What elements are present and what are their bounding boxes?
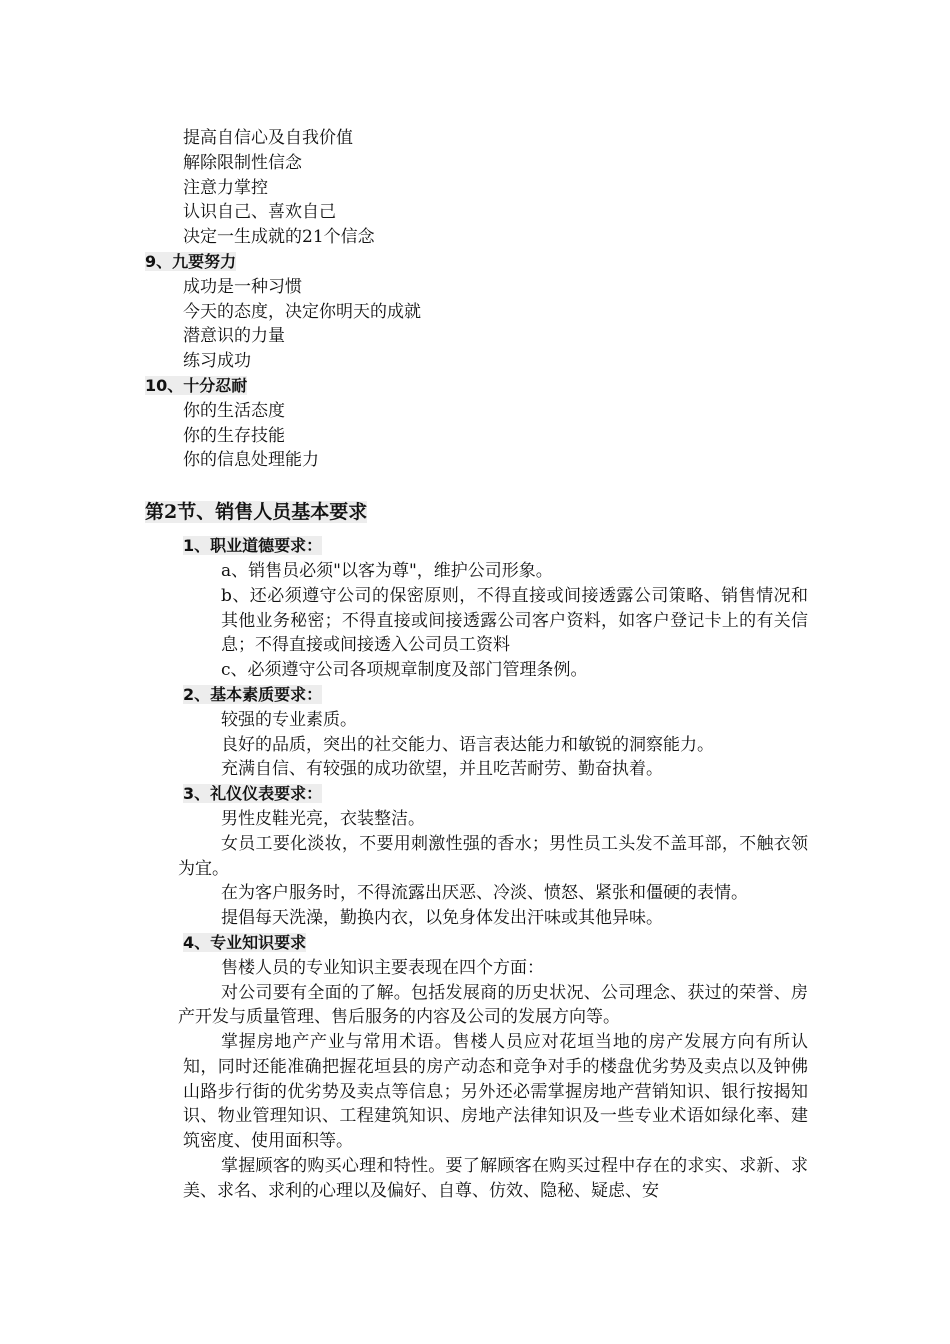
subheading-knowledge bbox=[183, 931, 950, 956]
heading-9-text: 9、九要努力 bbox=[145, 251, 237, 271]
quality-item: 充满自信、有较强的成功欲望，并且吃苦耐劳、勤奋执着。 bbox=[221, 759, 663, 780]
heading-9 bbox=[145, 250, 950, 275]
heading-10 bbox=[145, 374, 950, 399]
subheading-knowledge-text: 4、专业知识要求 bbox=[183, 932, 307, 952]
etiquette-item: 男性皮鞋光亮，衣装整洁。 bbox=[221, 808, 425, 829]
list-item: 练习成功 bbox=[183, 351, 251, 372]
list-item: 认识自己、喜欢自己 bbox=[183, 202, 336, 223]
list-item: 成功是一种习惯 bbox=[183, 276, 302, 297]
list-item: 你的生活态度 bbox=[183, 400, 285, 421]
etiquette-item: 女员工要化淡妆，不要用刺激性强的香水；男性员工头发不盖耳部，不触衣领为宜。 bbox=[178, 833, 808, 879]
ethics-item-b: b、还必须遵守公司的保密原则，不得直接或间接透露公司策略、销售情况和其他业务秘密；不得直接或间接透露公司客户资料，如客户登记卡上的有关信息；不得直接或间接透入公司员工资料 bbox=[221, 585, 808, 656]
list-item: 解除限制性信念 bbox=[183, 152, 302, 173]
ethics-item-a: a、销售员必须"以客为尊"，维护公司形象。 bbox=[221, 560, 553, 581]
heading-10-text: 10、十分忍耐 bbox=[145, 375, 248, 395]
list-item: 你的信息处理能力 bbox=[183, 450, 319, 471]
list-item: 提高自信心及自我价值 bbox=[183, 128, 353, 148]
etiquette-item: 在为客户服务时，不得流露出厌恶、冷淡、愤怒、紧张和僵硬的表情。 bbox=[221, 883, 748, 904]
ethics-item-c: c、必须遵守公司各项规章制度及部门管理条例。 bbox=[221, 660, 588, 681]
list-item: 潜意识的力量 bbox=[183, 326, 285, 347]
list-item: 今天的态度，决定你明天的成就 bbox=[183, 301, 421, 322]
subheading-ethics-text: 1、职业道德要求： bbox=[183, 536, 323, 556]
list-item: 决定一生成就的21个信念 bbox=[183, 227, 375, 248]
quality-item: 良好的品质，突出的社交能力、语言表达能力和敏锐的洞察能力。 bbox=[221, 734, 714, 755]
knowledge-paragraph: 掌握顾客的购买心理和特性。要了解顾客在购买过程中存在的求实、求新、求美、求名、求利的心理以及偏好、自尊、仿效、隐秘、疑虑、安 bbox=[183, 1156, 808, 1201]
knowledge-paragraph: 掌握房地产产业与常用术语。售楼人员应对花垣当地的房产发展方向有所认知，同时还能准确把握花垣县的房产动态和竞争对手的楼盘优劣势及卖点以及钟佛山路步行街的优劣势及卖点等信息；另外还必需掌握房地产营销知识、银行按揭知识、物业管理知识、工程建筑知识、房地产法律知识及一些专业术语如绿化率、建筑密度、使用面积等。 bbox=[183, 1032, 808, 1152]
section-title-text: 第2节、销售人员基本要求 bbox=[145, 501, 368, 524]
quality-item: 较强的专业素质。 bbox=[221, 709, 357, 730]
subheading-ethics bbox=[183, 534, 950, 559]
subheading-quality bbox=[183, 683, 950, 708]
subheading-etiquette-text: 3、礼仪仪表要求： bbox=[183, 784, 323, 804]
knowledge-paragraph: 对公司要有全面的了解。包括发展商的历史状况、公司理念、获过的荣誉、房产开发与质量管理、售后服务的内容及公司的发展方向等。 bbox=[178, 982, 808, 1028]
list-item: 注意力掌控 bbox=[183, 177, 268, 198]
list-item: 你的生存技能 bbox=[183, 425, 285, 446]
section-title bbox=[145, 495, 950, 530]
knowledge-paragraph: 售楼人员的专业知识主要表现在四个方面： bbox=[221, 957, 544, 978]
subheading-quality-text: 2、基本素质要求： bbox=[183, 684, 323, 704]
etiquette-item: 提倡每天洗澡，勤换内衣，以免身体发出汗味或其他异味。 bbox=[221, 908, 663, 929]
subheading-etiquette bbox=[183, 782, 950, 807]
